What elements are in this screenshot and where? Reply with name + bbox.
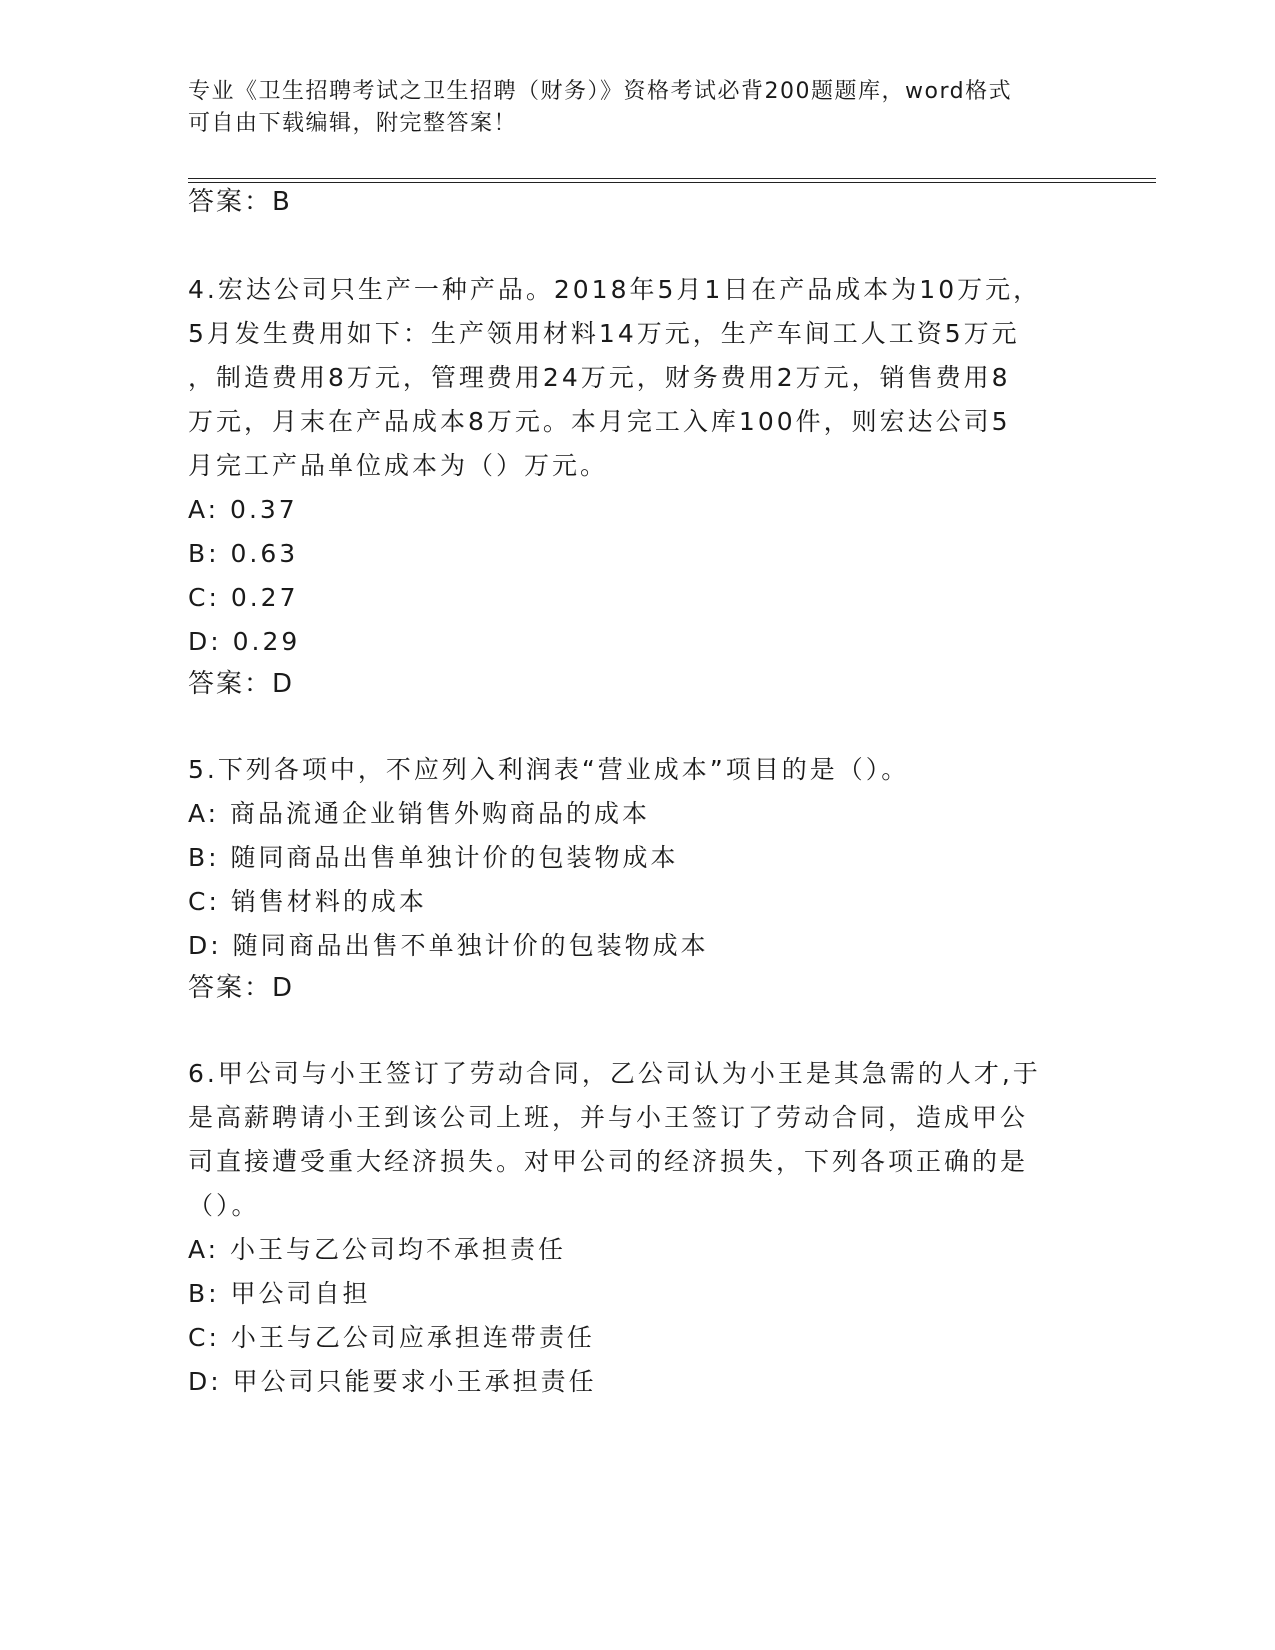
question-6-option-d: D: 甲公司只能要求小王承担责任 (188, 1367, 597, 1396)
question-6-stem-line-3: 司直接遭受重大经济损失。对甲公司的经济损失，下列各项正确的是 (188, 1147, 1029, 1176)
document-header (188, 76, 1068, 140)
question-4-option-d: D: 0.29 (188, 627, 301, 656)
question-4-stem-line-5: 月完工产品单位成本为（）万元。 (188, 451, 609, 480)
question-6-option-b: B: 甲公司自担 (188, 1279, 371, 1308)
answer-previous: 答案：B (188, 187, 292, 217)
question-5-option-b: B: 随同商品出售单独计价的包装物成本 (188, 843, 679, 872)
question-4-answer: 答案：D (188, 669, 295, 699)
header-line-2: 可自由下载编辑，附完整答案！ (188, 111, 518, 136)
question-4-stem-line-1: 4.宏达公司只生产一种产品。2018年5月1日在产品成本为10万元， (188, 275, 1042, 304)
question-4-option-b: B: 0.63 (188, 539, 299, 568)
question-4-option-c: C: 0.27 (188, 583, 299, 612)
question-4-stem-line-2: 5月发生费用如下：生产领用材料14万元，生产车间工人工资5万元 (188, 319, 1020, 348)
question-5-option-d: D: 随同商品出售不单独计价的包装物成本 (188, 931, 709, 960)
header-divider (188, 178, 1156, 183)
question-5-option-c: C: 销售材料的成本 (188, 887, 427, 916)
question-4-stem-line-3: ，制造费用8万元，管理费用24万元，财务费用2万元，销售费用8 (188, 363, 1011, 392)
question-5-option-a: A: 商品流通企业销售外购商品的成本 (188, 799, 651, 828)
question-5-answer: 答案：D (188, 973, 295, 1003)
header-line-1: 专业《卫生招聘考试之卫生招聘（财务）》资格考试必背200题题库，word格式 (188, 79, 1013, 104)
question-6-option-c: C: 小王与乙公司应承担连带责任 (188, 1323, 595, 1352)
question-6-option-a: A: 小王与乙公司均不承担责任 (188, 1235, 567, 1264)
question-6-stem-line-2: 是高薪聘请小王到该公司上班，并与小王签订了劳动合同，造成甲公 (188, 1103, 1029, 1132)
question-4-stem-line-4: 万元，月末在产品成本8万元。本月完工入库100件，则宏达公司5 (188, 407, 1011, 436)
question-6-stem-line-1: 6.甲公司与小王签订了劳动合同，乙公司认为小王是其急需的人才,于 (188, 1059, 1041, 1088)
question-5-stem-line-1: 5.下列各项中，不应列入利润表“营业成本”项目的是（）。 (188, 755, 910, 784)
question-6-stem-line-4: （）。 (188, 1191, 260, 1220)
question-4-option-a: A: 0.37 (188, 495, 298, 524)
